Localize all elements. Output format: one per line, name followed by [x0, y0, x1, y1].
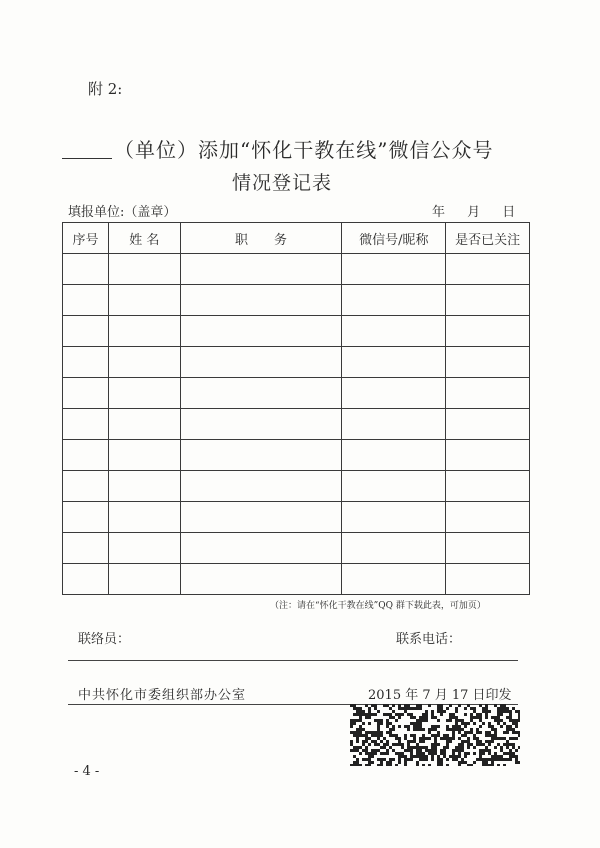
table-cell [108, 502, 180, 533]
table-cell [180, 409, 342, 440]
header-serial: 序号 [63, 223, 109, 254]
table-cell [63, 316, 109, 347]
table-row [63, 254, 530, 285]
annex-label: 附 2: [88, 80, 123, 98]
table-cell [180, 471, 342, 502]
header-wechat: 微信号/昵称 [342, 223, 446, 254]
table-cell [446, 254, 530, 285]
table-cell [180, 316, 342, 347]
header-position: 职 务 [180, 223, 342, 254]
table-cell [342, 409, 446, 440]
table-cell [446, 347, 530, 378]
table-cell [63, 378, 109, 409]
table-cell [342, 254, 446, 285]
table-cell [108, 347, 180, 378]
table-cell [108, 285, 180, 316]
table-note: （注：请在“怀化干教在线”QQ 群下载此表，可加页） [270, 601, 486, 611]
table-cell [446, 502, 530, 533]
table-cell [446, 285, 530, 316]
table-cell [63, 347, 109, 378]
table-cell [108, 440, 180, 471]
footer-rule-top [68, 660, 518, 661]
table-cell [108, 254, 180, 285]
table-cell [63, 564, 109, 595]
header-name: 姓 名 [108, 223, 180, 254]
table-row [63, 316, 530, 347]
table-row [63, 564, 530, 595]
table-row [63, 378, 530, 409]
table-cell [180, 285, 342, 316]
table-cell [63, 285, 109, 316]
table-cell [108, 316, 180, 347]
table-cell [63, 533, 109, 564]
table-cell [180, 378, 342, 409]
table-cell [342, 378, 446, 409]
header-followed: 是否已关注 [446, 223, 530, 254]
table-cell [446, 440, 530, 471]
date-label: 年 月 日 [432, 205, 516, 220]
table-header-row [63, 223, 530, 254]
table-cell [63, 409, 109, 440]
table-cell [342, 533, 446, 564]
table-cell [446, 564, 530, 595]
table-cell [180, 347, 342, 378]
form-title-line2: 情况登记表 [232, 172, 333, 194]
table-cell [108, 378, 180, 409]
table-cell [342, 347, 446, 378]
table-row [63, 502, 530, 533]
table-cell [63, 440, 109, 471]
table-row [63, 347, 530, 378]
table-cell [63, 254, 109, 285]
page-number: - 4 - [74, 764, 100, 779]
table-cell [342, 564, 446, 595]
table-cell [180, 440, 342, 471]
table-cell [180, 254, 342, 285]
table-cell [342, 316, 446, 347]
table-cell [108, 533, 180, 564]
table-row [63, 440, 530, 471]
table-cell [63, 502, 109, 533]
table-cell [108, 471, 180, 502]
table-cell [342, 285, 446, 316]
table-cell [446, 409, 530, 440]
table-row [63, 285, 530, 316]
table-body [63, 254, 530, 595]
phone-label: 联系电话： [396, 632, 462, 647]
title-line1-text: （单位）添加“怀化干教在线”微信公众号 [114, 138, 494, 162]
qr-barcode [350, 704, 520, 766]
table-cell [446, 378, 530, 409]
fill-unit-label: 填报单位:（盖章） [68, 205, 177, 220]
registration-table [62, 222, 530, 595]
table-cell [180, 564, 342, 595]
issue-date: 2015 年 7 月 17 日印发 [368, 688, 512, 703]
table-cell [180, 502, 342, 533]
table-row [63, 533, 530, 564]
issuer-name: 中共怀化市委组织部办公室 [78, 688, 247, 703]
table-row [63, 409, 530, 440]
table-row [63, 471, 530, 502]
table-cell [108, 564, 180, 595]
table-cell [446, 533, 530, 564]
table-cell [446, 316, 530, 347]
form-title-line1 [62, 134, 493, 163]
table-cell [342, 471, 446, 502]
table-cell [342, 502, 446, 533]
table-cell [180, 533, 342, 564]
table-cell [342, 440, 446, 471]
table-cell [63, 471, 109, 502]
table-cell [446, 471, 530, 502]
title-blank-line [62, 158, 112, 159]
table-cell [108, 409, 180, 440]
contact-label: 联络员： [78, 632, 131, 647]
